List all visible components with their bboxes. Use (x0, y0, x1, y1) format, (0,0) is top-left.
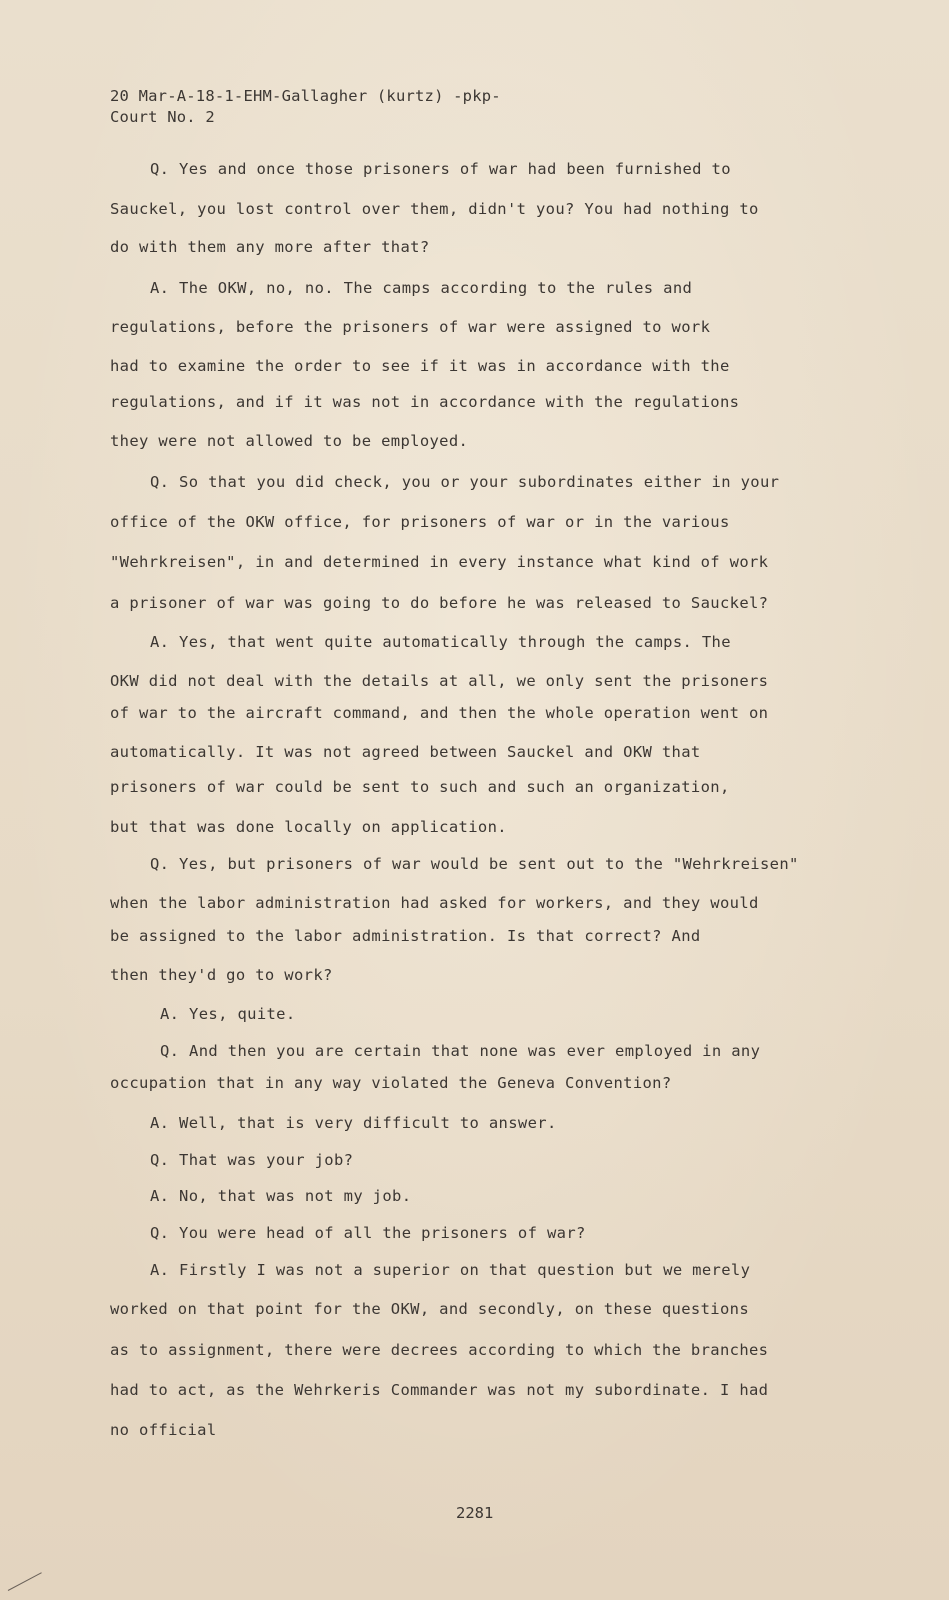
text-line: they were not allowed to be employed. (110, 432, 469, 450)
text-line: Q. You were head of all the prisoners of war? (150, 1224, 586, 1242)
text-line: had to act, as the Wehrkeris Commander was not my subordinate. I had (110, 1381, 769, 1399)
text-line: Q. Yes, but prisoners of war would be sent out to the "Wehrkreisen" (150, 855, 799, 873)
text-line: OKW did not deal with the details at all, we only sent the prisoners (110, 672, 769, 690)
corner-mark (8, 1572, 42, 1591)
text-line: A. The OKW, no, no. The camps according to the rules and (150, 279, 693, 297)
text-line: no official (110, 1421, 217, 1439)
text-line: A. Firstly I was not a superior on that question but we merely (150, 1261, 751, 1279)
header-line-2: Court No. 2 (110, 108, 215, 126)
document-header (110, 86, 501, 128)
text-line: of war to the aircraft command, and then the whole operation went on (110, 704, 769, 722)
text-line: then they'd go to work? (110, 966, 333, 984)
text-line: occupation that in any way violated the Geneva Convention? (110, 1074, 672, 1092)
text-line: as to assignment, there were decrees according to which the branches (110, 1341, 769, 1359)
text-line: when the labor administration had asked for workers, and they would (110, 894, 759, 912)
text-line: prisoners of war could be sent to such and such an organization, (110, 778, 730, 796)
text-line: be assigned to the labor administration. Is that correct? And (110, 927, 701, 945)
text-line: regulations, and if it was not in accordance with the regulations (110, 393, 740, 411)
text-line: A. Yes, that went quite automatically through the camps. The (150, 633, 731, 651)
text-line: office of the OKW office, for prisoners of war or in the various (110, 513, 730, 531)
text-line: "Wehrkreisen", in and determined in every instance what kind of work (110, 553, 769, 571)
text-line: worked on that point for the OKW, and secondly, on these questions (110, 1300, 749, 1318)
text-line: had to examine the order to see if it was in accordance with the (110, 357, 730, 375)
text-line: automatically. It was not agreed between Sauckel and OKW that (110, 743, 701, 761)
text-line: Q. And then you are certain that none was ever employed in any (160, 1042, 761, 1060)
page-number: 2281 (456, 1504, 494, 1522)
text-line: but that was done locally on application. (110, 818, 507, 836)
text-line: regulations, before the prisoners of war were assigned to work (110, 318, 711, 336)
text-line: A. Well, that is very difficult to answer. (150, 1114, 557, 1132)
text-line: Sauckel, you lost control over them, didn't you? You had nothing to (110, 200, 759, 218)
text-line: Q. That was your job? (150, 1151, 354, 1169)
text-line: a prisoner of war was going to do before he was released to Sauckel? (110, 594, 769, 612)
header-line-1: 20 Mar-A-18-1-EHM-Gallagher (kurtz) -pkp- (110, 87, 501, 105)
text-line: A. No, that was not my job. (150, 1187, 412, 1205)
text-line: do with them any more after that? (110, 238, 430, 256)
text-line: A. Yes, quite. (160, 1005, 296, 1023)
text-line: Q. So that you did check, you or your subordinates either in your (150, 473, 780, 491)
text-line: Q. Yes and once those prisoners of war had been furnished to (150, 160, 731, 178)
